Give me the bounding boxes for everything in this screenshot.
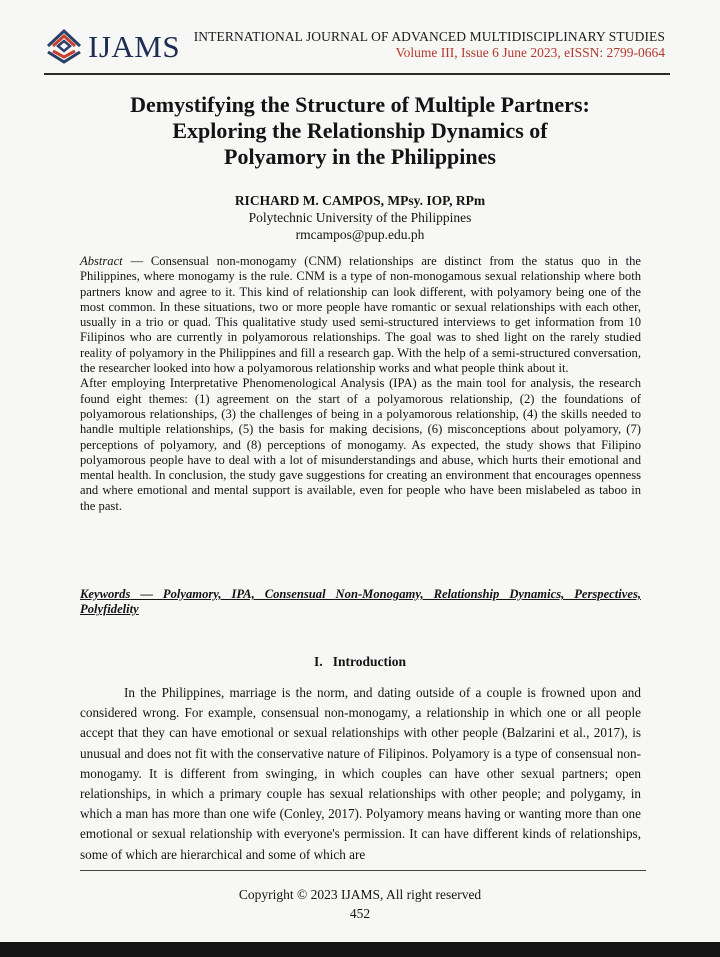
introduction-body (80, 683, 641, 865)
footer-rule (80, 870, 646, 871)
abstract-label: Abstract (80, 254, 123, 268)
title-line: Polyamory in the Philippines (224, 144, 496, 169)
abstract-paragraph (80, 254, 641, 376)
page-number: 452 (349, 906, 371, 921)
section-heading: I. Introduction (313, 654, 407, 669)
keywords-text: — Polyamory, IPA, Consensual Non-Monogamy, Relationship Dynamics, Perspectives, Polyfidelity (80, 587, 641, 617)
issue-line: Volume III, Issue 6 June 2023, eISSN: 2799-0664 (395, 45, 665, 60)
author-name: RICHARD M. CAMPOS, MPsy. IOP, RPm (234, 193, 486, 208)
keywords-label: Keywords (80, 587, 131, 601)
page-footer (60, 885, 660, 923)
copyright-notice: Copyright © 2023 IJAMS, All right reserved (238, 887, 482, 902)
abstract (80, 254, 641, 514)
journal-name: INTERNATIONAL JOURNAL OF ADVANCED MULTIDISCIPLINARY STUDIES (193, 29, 665, 44)
journal-brand: IJAMS (88, 29, 181, 64)
header-rule (44, 73, 670, 75)
abstract-paragraph: After employing Interpretative Phenomenological Analysis (IPA) as the main tool for analysis, the research found eight themes: (1) agreement on the start of a polyamorous relationship, (2) the foundations of polyamorous relationships, (3) the challenges of being in a polyamorous relationship, (4) the skills needed to handle multiple relationships, (5) the basis for making decisions, (6) misconceptions about polyamory, (7) perceptions of polyamory, and (8) perceptions of monogamy. As expected, the study shows that Filipino polyamorous people have to deal with a lot of misunderstandings and abuse, which hurts their emotional and mental health. In conclusion, the study gave suggestions for creating an environment that encourages openness and where emotional and mental support is available, even for people who have been mislabeled as taboo in the past. (80, 376, 641, 513)
author-email: rmcampos@pup.edu.ph (295, 227, 425, 242)
abstract-text: — Consensual non-monogamy (CNM) relationships are distinct from the status quo in the Philippines, where monogamy is the rule. CNM is a type of non-monogamous sexual relationship where both partners know and agree to it. This kind of relationship can look different, with polyamory being one of the most common. In these situations, two or more people have romantic or sexual relationships with each other, usually in a trio or quad. This qualitative study used semi-structured interviews to get information from 10 Filipinos who are currently in polyamorous relationships. The goal was to shed light on the rarely studied reality of polyamory in the Philippines and fill a research gap. With the help of a semi-structured conversation, the researcher looked into how a polyamorous relationship works and what people think about it. (80, 254, 641, 376)
title-line: Demystifying the Structure of Multiple Partners: (130, 92, 590, 117)
author-affiliation: Polytechnic University of the Philippines (248, 210, 472, 225)
ijams-logo-icon (44, 26, 88, 66)
body-paragraph: In the Philippines, marriage is the norm, and dating outside of a couple is frowned upon and considered wrong. For example, consensual non-monogamy, a relationship in which one or all people accept that they can have emotional or sexual relationships with other people (Balzarini et al., 2017), is unusual and does not fit with the conservative nature of Filipinos. Polyamory is a type of consensual non-monogamy. It is different from swinging, in which couples can have other sexual partners; open relationships, in which a primary couple has sexual relationships with other people; and polygamy, in which a man has more than one wife (Conley, 2017). Polyamory means having or wanting more than one emotional or sexual relationship with everyone's permission. It can have different kinds of relationships, some of which are hierarchical and some of which are (80, 685, 641, 862)
author-block (60, 192, 660, 243)
title-line: Exploring the Relationship Dynamics of (172, 118, 548, 143)
journal-header (194, 29, 665, 61)
keywords (80, 587, 641, 618)
paper-title (60, 92, 660, 170)
background-edge (0, 942, 720, 957)
